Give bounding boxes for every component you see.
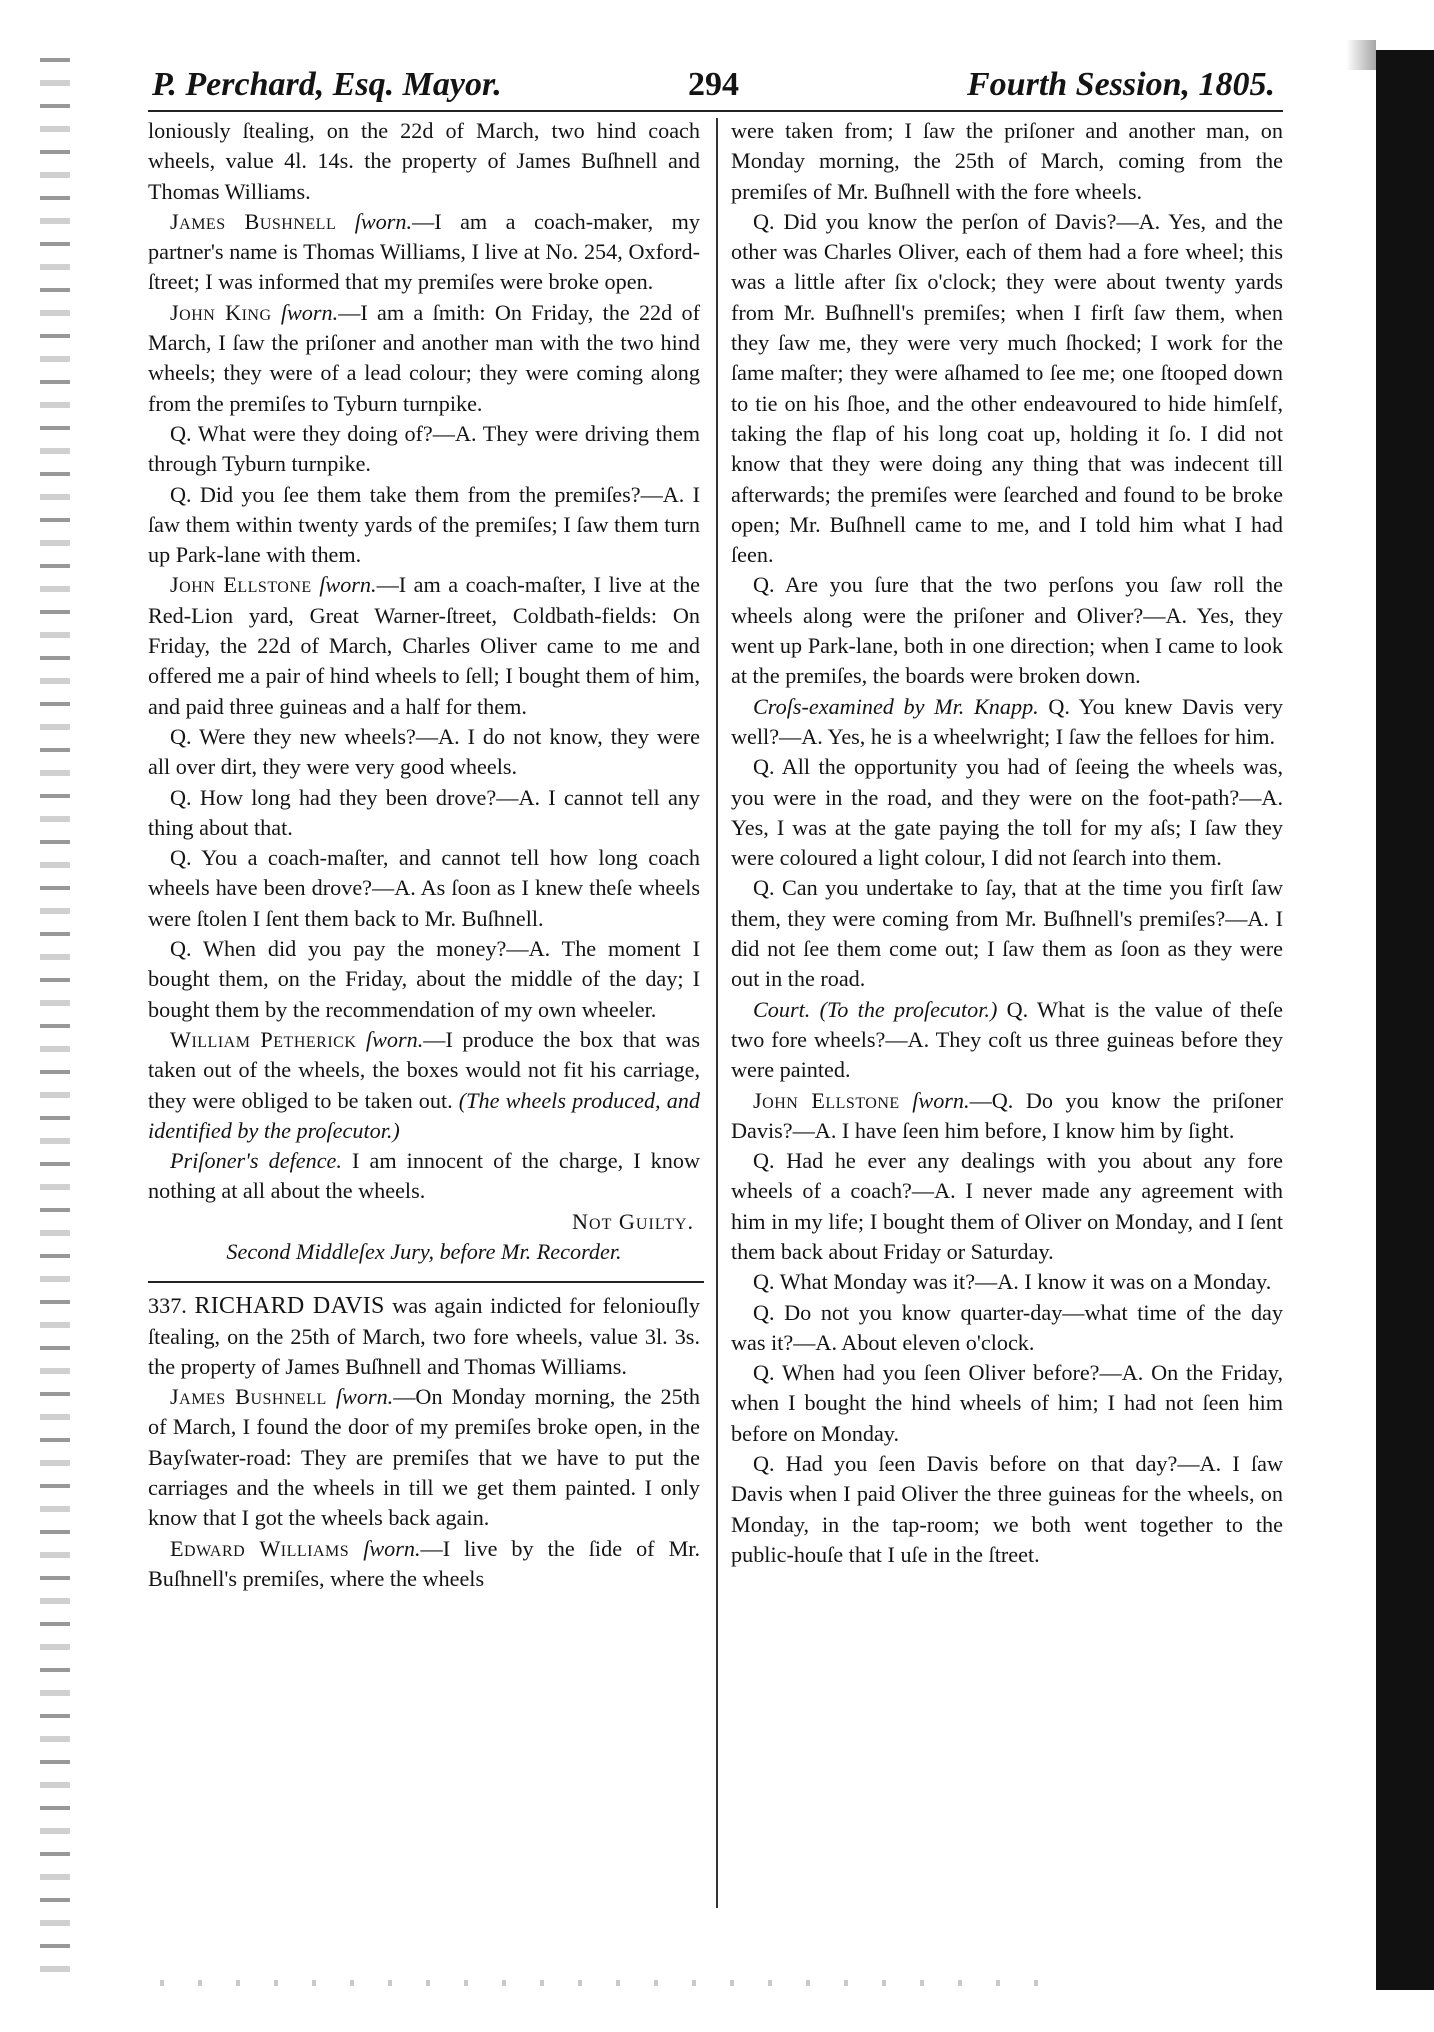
testimony-paragraph: John King ſworn.—I am a ſmith: On Friday, the 22d of March, I ſaw the priſoner and another man with the two hind wheels; they were of a lead colour; they were coming along from the premiſes to Tyburn turnpike. [148,299,701,416]
question-paragraph: Q. When had you ſeen Oliver before?—A. On the Friday, when I bought the hind wheels of him; I had not ſeen him before on Monday. [731,1360,1283,1446]
court-paragraph: Court. (To the proſecutor.) Q. What is the value of theſe two fore wheels?—A. They coſt us three guineas before they were painted. [731,996,1283,1083]
sworn-label: ſworn. [319,572,377,598]
scan-edge-artifact [40,40,70,1990]
defence-paragraph: Priſoner's defence. I am innocent of the charge, I know nothing at all about the wheels. [148,1148,700,1204]
testimony-paragraph: James Bushnell ſworn.—On Monday morning, the 25th of March, I found the door of my premiſes broke open, in the Bayſwater-road: They are premiſes that we have to put the carriages and the wheels in till we get them painted. I only know that I got the wheels back again. [148,1384,700,1531]
question-paragraph: Q. What Monday was it?—A. I know it was on a Monday. [753,1269,1272,1295]
sworn-label: ſworn. [912,1087,970,1113]
jury-line: Second Middleſex Jury, before Mr. Recorder. [226,1238,622,1264]
question-paragraph: Q. How long had they been drove?—A. I cannot tell any thing about that. [148,784,700,840]
sworn-label: ſworn. [335,1384,394,1410]
verdict: Not Guilty. [572,1208,694,1234]
left-column [148,116,700,1594]
sworn-label: ſworn. [363,1535,421,1561]
column-divider [716,118,718,1908]
header-session: Fourth Session, 1805. [967,66,1275,103]
question-paragraph: Q. Can you undertake to ſay, that at the time you firſt ſaw them, they were coming from Mr. Buſhnell's premiſes?—A. I did not ſee them come out; I ſaw them as ſoon as they were out in the road. [731,875,1283,992]
witness-name: John Ellstone [170,572,312,598]
court-label: Court. (To the proſecutor.) [753,996,998,1022]
case-heading: 337. RICHARD DAVIS was again indicted for feloniouſly ſtealing, on the 25th of March, two fore wheels, value 3l. 3s. the property of James Buſhnell and Thomas Williams. [148,1293,701,1379]
witness-name: John Ellstone [753,1087,900,1113]
running-header [148,64,1283,112]
witness-name: James Bushnell [170,208,337,234]
paragraph: were taken from; I ſaw the priſoner and another man, on Monday morning, the 25th of March, coming from the premiſes of Mr. Buſhnell with the fore wheels. [731,118,1283,204]
question-paragraph: Q. Had he ever any dealings with you about any fore wheels of a coach?—A. I never made any agreement with him in my life; I bought them of Oliver on Monday, and I ſent them back about Friday or Saturday. [731,1148,1283,1264]
question-paragraph: Q. When did you pay the money?—A. The moment I bought them, on the Friday, about the middle of the day; I bought them by the recommendation of my own wheeler. [148,936,700,1022]
question-paragraph: Q. Do not you know quarter-day—what time of the day was it?—A. About eleven o'clock. [731,1299,1283,1355]
question-paragraph: Q. Did you know the perſon of Davis?—A. Yes, and the other was Charles Oliver, each of them had a fore wheel; this was a little after ſix o'clock; they were about twenty yards from Mr. Buſhnell's premiſes; when I firſt ſaw them, when they ſaw me, they were very much ſhocked; I work for the ſame maſter; they were aſhamed to ſee me; one ſtooped down to tie on his ſhoe, and the other endeavoured to hide himſelf, taking the flap of his long coat up, holding it ſo. I did not know that they were doing any thing that was indecent till afterwards; the premiſes were ſearched and found to be broke open; Mr. Buſhnell came to me, and I told him what I had ſeen. [731,208,1283,568]
testimony-paragraph: John Ellstone ſworn.—Q. Do you know the priſoner Davis?—A. I have ſeen him before, I know him by ſight. [731,1087,1284,1143]
stage-direction: (The wheels produced, and identified by the proſecutor.) [148,1087,700,1143]
page-number: 294 [688,66,739,103]
question-paragraph: Q. Had you ſeen Davis before on that day?—A. I ſaw Davis when I paid Oliver the three guineas for the wheels, on Monday, in the tap-room; we both went together to the public-houſe that I uſe in the ſtreet. [731,1451,1283,1567]
header-mayor: P. Perchard, Esq. Mayor. [152,66,502,103]
defence-label: Priſoner's defence. [170,1148,342,1174]
scan-shadow-fade [1346,40,1376,70]
witness-name: William Petherick [170,1026,357,1052]
cross-examined-label: Croſs-examined by Mr. Knapp. [753,693,1039,719]
witness-name: James Bushnell [170,1384,327,1410]
case-number: 337. [148,1293,187,1319]
sworn-label: ſworn. [365,1026,424,1052]
question-paragraph: Q. Are you ſure that the two perſons you ſaw roll the wheels along were the priſoner and Oliver?—A. Yes, they went up Park-lane, both in one direction; when I came to look at the premiſes, the boards were broken down. [731,572,1283,689]
scan-binding-shadow [1376,50,1434,1990]
testimony-paragraph: John Ellstone ſworn.—I am a coach-maſter, I live at the Red-Lion yard, Great Warner-ſtreet, Coldbath-fields: On Friday, the 22d of March, Charles Oliver came to me and offered me a pair of hind wheels to ſell; I bought them of him, and paid three guineas and a half for them. [148,572,701,719]
question-paragraph: Q. Were they new wheels?—A. I do not know, they were all over dirt, they were very good wheels. [148,723,700,780]
question-paragraph: Q. All the opportunity you had of ſeeing the wheels was, you were in the road, and they were on the foot-path?—A. Yes, I was at the gate paying the toll for my aſs; I ſaw they were coloured a light colour, I did not ſearch into them. [731,754,1283,871]
defendant-name: RICHARD DAVIS [194,1293,385,1320]
testimony-paragraph: William Petherick ſworn.—I produce the box that was taken out of the wheels, the boxes would not fit his carriage, they were obliged to be taken out. (The wheels produced, and identified by the proſecutor.) [148,1026,701,1143]
witness-name: Edward Williams [170,1535,350,1561]
cross-examination-paragraph: Croſs-examined by Mr. Knapp. Q. You knew Davis very well?—A. Yes, he is a wheelwright; I ſaw the felloes for him. [731,693,1283,749]
witness-name: John King [170,299,272,325]
section-rule [148,1281,704,1283]
sworn-label: ſworn. [354,208,413,234]
question-paragraph: Q. Did you ſee them take them from the premiſes?—A. I ſaw them within twenty yards of the premiſes; I ſaw them turn up Park-lane with them. [148,481,700,568]
testimony-paragraph: Edward Williams ſworn.—I live by the ſide of Mr. Buſhnell's premiſes, where the wheels [148,1535,701,1591]
question-paragraph: Q. You a coach-maſter, and cannot tell how long coach wheels have been drove?—A. As ſoon as I knew theſe wheels were ſtolen I ſent them back to Mr. Buſhnell. [148,845,700,931]
right-column [731,116,1283,1570]
scan-bottom-artifact [160,1980,1060,1986]
question-paragraph: Q. What were they doing of?—A. They were driving them through Tyburn turnpike. [148,420,700,477]
paragraph: loniously ſtealing, on the 22d of March, two hind coach wheels, value 4l. 14s. the property of James Buſhnell and Thomas Williams. [148,118,700,204]
testimony-paragraph: James Bushnell ſworn.—I am a coach-maker, my partner's name is Thomas Williams, I live at No. 254, Oxford-ſtreet; I was informed that my premiſes were broke open. [148,208,700,295]
sworn-label: ſworn. [280,299,339,325]
